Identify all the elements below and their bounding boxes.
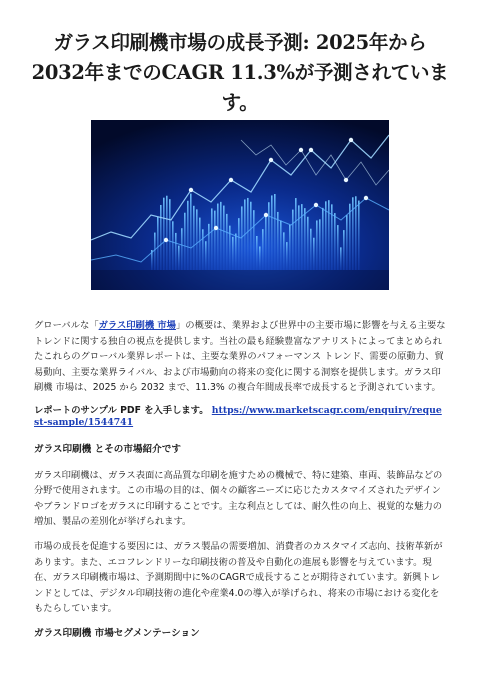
decor-bar	[265, 214, 267, 270]
decor-bar	[289, 225, 291, 270]
decor-bar	[334, 213, 336, 270]
decor-bar	[214, 211, 216, 270]
glow-node	[349, 138, 353, 142]
section-paragraph-1: ガラス印刷機は、ガラス表面に高品質な印刷を施すための機械で、特に建築、車両、装飾品などの分野で使用されます。この市場の目的は、個々の顧客ニーズに応じたカスタマイズされたデザインやブランドロゴをガラスに印刷することです。主な利点としては、耐久性の向上、視覚的な魅力の増加、製品の差別化が挙げられます。	[34, 469, 443, 528]
decor-bar	[304, 208, 306, 270]
decor-bar	[250, 202, 252, 270]
glow-node	[314, 203, 318, 207]
decor-bar	[277, 212, 279, 270]
decor-bar	[178, 246, 180, 270]
decor-bar	[211, 208, 213, 270]
section-heading-intro: ガラス印刷機 とその市場紹介です	[34, 443, 181, 455]
decor-bar	[154, 233, 156, 270]
decor-bar	[205, 241, 207, 270]
decor-bar	[175, 233, 177, 270]
decor-bar	[187, 201, 189, 270]
decor-bar	[160, 205, 162, 270]
sample-label: レポートのサンプル PDF を入手します。	[34, 404, 209, 416]
glow-node	[264, 213, 268, 217]
financial-chart-image	[91, 120, 389, 290]
page-title: ガラス印刷機市場の成長予測: 2025年から2032年までのCAGR 11.3%が予測されています。	[31, 31, 449, 114]
decor-bar	[259, 246, 261, 270]
decor-bar	[199, 218, 201, 270]
decor-bar	[169, 199, 171, 270]
decor-bar	[232, 237, 234, 270]
glow-node	[344, 178, 348, 182]
decor-bar	[163, 198, 165, 270]
decor-bar	[253, 210, 255, 270]
decor-bar	[223, 206, 225, 270]
glow-node	[164, 238, 168, 242]
glow-node	[229, 178, 233, 182]
section-paragraph-2: 市場の成長を促進する要因には、ガラス製品の需要増加、消費者のカスタマイズ志向、技術革新があります。また、エコフレンドリーな印刷技術の普及や自動化の進展も影響を与えています。現在、ガラス印刷機市場は、予測期間中に%のCAGRで成長することが期待されています。新興トレンドとしては、デジタル印刷技術の進化や産業4.0の導入が挙げられ、将来の市場における変化をもたらしています。	[34, 540, 443, 615]
decor-bar	[226, 214, 228, 270]
glow-node	[309, 148, 313, 152]
decor-bar	[202, 229, 204, 270]
decor-bar	[340, 247, 342, 270]
decor-bar	[220, 202, 222, 270]
decor-bar	[217, 204, 219, 270]
decor-bar	[184, 213, 186, 270]
decor-bar	[238, 218, 240, 270]
sample-request-link[interactable]: https://www.marketscagr.com/enquiry/request-sample/1544741	[34, 404, 442, 429]
glow-node	[189, 188, 193, 192]
article-body	[34, 318, 446, 652]
decor-bar	[196, 209, 198, 270]
decor-bar	[235, 234, 237, 270]
decor-bar	[193, 206, 195, 270]
decor-bar	[319, 219, 321, 270]
decor-bar	[328, 200, 330, 270]
decor-bar	[181, 228, 183, 270]
decor-bar	[349, 204, 351, 270]
decor-bar	[190, 194, 192, 270]
section-heading-segmentation: ガラス印刷機 市場セグメンテーション	[34, 627, 200, 639]
decor-bar	[313, 238, 315, 270]
decor-bar	[316, 220, 318, 270]
decor-bar	[283, 232, 285, 270]
decor-bar	[295, 198, 297, 270]
decor-bar	[256, 236, 258, 270]
intro-paragraph: グローバルな「ガラス印刷機 市場」の概要は、業界および世界中の主要市場に影響を与える主要なトレンドに関する独自の視点を提供します。当社の最も経験豊富なアナリストによってまとめられたこれらのグローバル業界レポートは、主要な業界のパフォーマンス トレンド、需要の原動力、貿易動向、主要な業界ライバル、および市場動向の将来の変化に関する洞察を提供します。ガラス印刷機 市場は、2025 から 2032 まで、11.3% の複合年間成長率で成長すると予測されています。	[34, 320, 446, 394]
decor-bar	[343, 230, 345, 270]
decor-bar	[346, 215, 348, 270]
decor-bar	[292, 210, 294, 270]
glow-node	[299, 148, 303, 152]
decor-bar	[229, 226, 231, 270]
decor-bar	[310, 229, 312, 270]
decor-bar	[322, 208, 324, 270]
glow-node	[269, 158, 273, 162]
decor-bar	[262, 229, 264, 270]
glow-node	[214, 226, 218, 230]
decor-bar	[301, 204, 303, 270]
decor-bar	[274, 194, 276, 270]
decor-bar	[247, 198, 249, 270]
decor-bar	[172, 221, 174, 270]
decor-bar	[298, 205, 300, 270]
decor-bar	[280, 220, 282, 270]
decor-bar	[337, 225, 339, 270]
decor-bar	[307, 217, 309, 270]
decor-bar	[358, 201, 360, 270]
glow-node	[364, 196, 368, 200]
sample-request	[34, 405, 446, 430]
decor-bar	[157, 217, 159, 270]
decor-bar	[271, 195, 273, 270]
decor-bar	[352, 197, 354, 270]
market-keyword-link[interactable]: ガラス印刷機 市場	[98, 320, 176, 331]
decor-bar	[166, 196, 168, 270]
decor-bar	[208, 224, 210, 270]
decor-bar	[268, 202, 270, 270]
decor-bar	[286, 242, 288, 270]
